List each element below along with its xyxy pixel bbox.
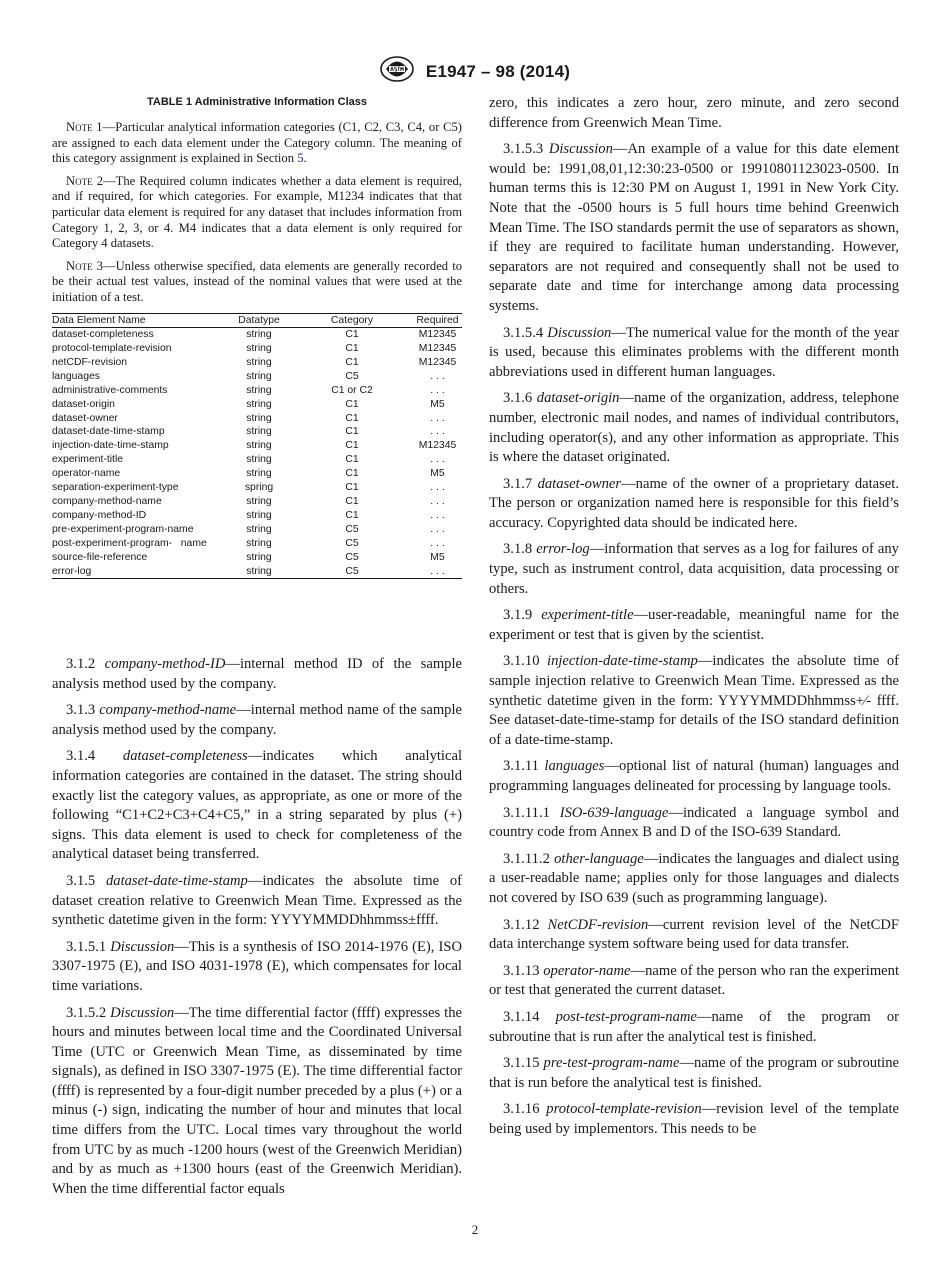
table-cell: . . . xyxy=(430,496,445,507)
table-row xyxy=(52,342,462,356)
table-row xyxy=(52,495,462,509)
defined-term: NetCDF-revision xyxy=(547,916,649,933)
table-cell: . . . xyxy=(430,384,445,396)
table-note xyxy=(52,259,462,306)
note-text-end: . xyxy=(303,151,307,166)
table-note xyxy=(52,120,462,167)
definition-paragraph xyxy=(489,850,899,909)
table-cell: . . . xyxy=(430,370,445,382)
table-cell: string xyxy=(246,454,272,466)
left-body-text xyxy=(52,655,462,1206)
table-cell: string xyxy=(246,384,272,396)
table-cell: C1 xyxy=(345,496,359,507)
table-cell: M5 xyxy=(430,468,445,480)
table-cell: protocol-template-revision xyxy=(52,343,172,355)
defined-term: languages xyxy=(544,758,605,775)
definition-paragraph xyxy=(52,701,462,740)
table-cell: C1 xyxy=(345,329,359,341)
defined-term: Discussion xyxy=(110,938,175,955)
table-cell: string xyxy=(246,329,272,341)
table-cell: . . . xyxy=(430,523,445,535)
table-cell: dataset-completeness xyxy=(52,329,154,341)
definition-paragraph xyxy=(52,747,462,865)
table-cell: error-log xyxy=(52,565,92,577)
page-header xyxy=(0,56,950,87)
definition-text: —name of the program or subroutine that is run after the analytical test is finished. xyxy=(489,1008,900,1045)
table-note xyxy=(52,174,462,252)
section-number: 3.1.9 xyxy=(503,607,533,624)
section-number: 3.1.11.1 xyxy=(503,804,550,821)
table-cell: . . . xyxy=(430,482,445,494)
table-cell: string xyxy=(246,551,272,563)
table-cell: string xyxy=(246,537,272,549)
defined-term: experiment-title xyxy=(541,607,634,624)
table-row xyxy=(52,467,462,481)
section-number: 3.1.5.2 xyxy=(66,1004,107,1021)
section-number: 3.1.5 xyxy=(66,872,96,889)
section-number: 3.1.6 xyxy=(503,390,533,407)
definition-paragraph xyxy=(489,475,899,534)
table-row xyxy=(52,328,462,342)
table-cell: . . . xyxy=(430,509,445,521)
definition-paragraph xyxy=(52,655,462,694)
defined-term: other-language xyxy=(554,850,644,867)
section-number: 3.1.7 xyxy=(503,475,533,492)
table-row xyxy=(52,356,462,370)
defined-term: pre-test-program-name xyxy=(543,1055,680,1072)
definition-text: —indicates the languages and dialect using a user-readable name; applies only for those languages and dialects not covered by ISO 639 (such as programming language). xyxy=(489,850,899,906)
section-number: 3.1.14 xyxy=(503,1008,540,1025)
definition-text: —name of the organization, address, telephone number, electronic mail nodes, and names of individual contributors, including operator(s), and any other information as appropriate. This is where the dataset originated. xyxy=(489,390,899,466)
table-cell: C5 xyxy=(345,551,359,563)
table-cell: . . . xyxy=(430,537,445,549)
note-label: Note 2 xyxy=(66,173,104,188)
table-cell: M12345 xyxy=(418,329,457,341)
defined-term: company-method-name xyxy=(99,702,237,719)
section-number: 3.1.13 xyxy=(503,962,540,979)
note-text: —Unless otherwise specified, data elements are generally recorded to be their actual test values, instead of the nominal values that were used at the initiation of a test. xyxy=(52,258,462,304)
defined-term: Discussion xyxy=(548,141,613,158)
definition-paragraph xyxy=(489,916,899,955)
note-text: —Particular analytical information categories (C1, C2, C3, C4, or C5) are assigned to each data element under the Category column. The meaning of this category assignment is explained in Section xyxy=(52,120,462,166)
defined-term: dataset-owner xyxy=(537,475,622,492)
definition-paragraph xyxy=(52,938,462,997)
table-notes xyxy=(52,120,462,306)
definition-text: —current revision level of the NetCDF data interchange system software being used for data transfer. xyxy=(489,916,899,953)
astm-logo-icon xyxy=(380,56,414,87)
table-cell: experiment-title xyxy=(52,454,124,466)
column-header: Datatype xyxy=(227,313,291,328)
section-number: 3.1.8 xyxy=(503,541,533,558)
table-cell: string xyxy=(246,370,272,382)
standard-designation: E1947 – 98 (2014) xyxy=(425,61,571,81)
table-cell: C5 xyxy=(345,537,359,549)
table-cell: string xyxy=(246,343,272,355)
table-row xyxy=(52,425,462,439)
defined-term: dataset-date-time-stamp xyxy=(105,872,248,889)
column-header: Category xyxy=(291,313,413,328)
definition-paragraph xyxy=(489,1008,899,1047)
definition-paragraph xyxy=(52,1004,462,1200)
defined-term: operator-name xyxy=(543,962,631,979)
definition-paragraph xyxy=(489,804,899,843)
definition-text: —internal method ID of the sample analysis method used by the company. xyxy=(52,656,463,692)
definition-paragraph xyxy=(489,1100,899,1139)
defined-term: ISO-639-language xyxy=(559,804,669,821)
table-cell: string xyxy=(246,440,272,452)
table-cell: string xyxy=(246,496,272,507)
table-cell: C1 or C2 xyxy=(331,384,373,396)
definition-text: —indicated a language symbol and country code from Annex B and D of the ISO-639 Standard. xyxy=(489,804,899,841)
definition-text: —indicates the absolute time of dataset creation relative to Greenwich Mean Time. Expressed as the synthetic datetime given in the form: YYYYMMDDhhmmss±ffff. xyxy=(52,872,462,929)
left-column xyxy=(52,94,462,579)
table-cell: operator-name xyxy=(52,468,121,480)
table-row xyxy=(52,481,462,495)
definition-paragraph xyxy=(489,140,899,316)
table-cell: administrative-comments xyxy=(52,384,168,396)
table-row xyxy=(52,384,462,398)
defined-term: dataset-completeness xyxy=(122,748,248,765)
table-cell: company-method-ID xyxy=(52,509,147,521)
definition-paragraph xyxy=(489,962,899,1001)
section-number: 3.1.15 xyxy=(503,1055,540,1072)
table-row xyxy=(52,537,462,551)
table-cell: pre-experiment-program-name xyxy=(52,523,194,535)
right-body-text xyxy=(489,140,899,1139)
table-cell: C1 xyxy=(345,509,359,521)
table-cell: injection-date-time-stamp xyxy=(52,440,169,452)
definition-text: —revision level of the template being used by implementors. This needs to be xyxy=(489,1101,899,1137)
definition-paragraph xyxy=(489,606,899,645)
table-cell: M5 xyxy=(430,551,445,563)
section-number: 3.1.5.4 xyxy=(503,324,544,341)
table-cell: post-experiment-program- name xyxy=(52,537,207,549)
table-row xyxy=(52,439,462,453)
table-cell: . . . xyxy=(430,426,445,438)
table-cell: C1 xyxy=(345,468,359,480)
table-cell: netCDF-revision xyxy=(52,356,128,368)
table-cell: string xyxy=(246,565,272,577)
definition-paragraph xyxy=(489,389,899,467)
section-number: 3.1.2 xyxy=(66,656,96,672)
defined-term: error-log xyxy=(536,541,590,558)
column-header: Data Element Name xyxy=(52,313,227,328)
definition-text: —The time differential factor (ffff) expresses the hours and minutes between local time and the Coordinated Universal Time (UTC or Greenwich Mean Time, as disseminated by time signals), as defined in ISO 3307-1975 (E). The time differential factor (ffff) is represented by a four-digit number preceded by a plus (+) or a minus (-) sign, indicating the number of hour and minutes that local time differs from the UTC. Local times vary throughout the world from UTC by as much -1200 hours (west of the Greenwich Meridian) and by as much as +1300 hours (east of the Greenwich Meridian). When the time differential factor equals xyxy=(52,1004,462,1197)
data-element-table xyxy=(52,313,462,580)
definition-text: —The numerical value for the month of the year is used, because this eliminates problems with the different month abbreviations used in different human languages. xyxy=(489,324,899,380)
table-cell: M12345 xyxy=(418,343,457,355)
table-cell: C1 xyxy=(345,454,359,466)
section-number: 3.1.10 xyxy=(503,653,540,670)
right-column xyxy=(489,94,899,1147)
table-cell: M5 xyxy=(430,398,445,410)
definition-paragraph xyxy=(489,757,899,796)
definition-paragraph xyxy=(52,872,462,931)
definition-paragraph xyxy=(489,1054,899,1093)
table-row xyxy=(52,565,462,579)
section-number: 3.1.16 xyxy=(503,1101,540,1118)
table-row xyxy=(52,523,462,537)
table-cell: dataset-origin xyxy=(52,398,115,410)
table-cell: C1 xyxy=(345,343,359,355)
definition-text: —This is a synthesis of ISO 2014-1976 (E), ISO 3307-1975 (E), and ISO 4031-1978 (E), which compensates for local time variations. xyxy=(52,938,462,994)
table-cell: string xyxy=(246,426,272,438)
table-cell: string xyxy=(246,509,272,521)
defined-term: protocol-template-revision xyxy=(546,1101,702,1118)
note-text: —The Required column indicates whether a data element is required, and if required, for which categories. For example, M1234 indicates that that particular data element is required for any dataset that includes information from Category 1, 2, 3, or 4. M4 indicates that a data element is only required for Category 4 datasets. xyxy=(52,173,462,251)
table-cell: C1 xyxy=(345,426,359,438)
definition-text: —indicates which analytical information categories are contained in the dataset. The string should exactly list the category values, as appropriate, as one or more of the following “C1+C2+C3+C4+C5,” in a string separated by plus (+) signs. This data element is used to check for completeness of the analytical dataset being transferred. xyxy=(52,748,462,863)
defined-term: company-method-ID xyxy=(104,656,226,672)
table-title: TABLE 1 Administrative Information Class xyxy=(146,96,368,108)
section-number: 3.1.5.3 xyxy=(503,141,544,158)
table-cell: company-method-name xyxy=(52,496,162,507)
continued-paragraph: zero, this indicates a zero hour, zero minute, and zero second difference from Greenwich Mean Time. xyxy=(489,95,899,131)
defined-term: Discussion xyxy=(547,324,612,341)
table-cell: C1 xyxy=(345,440,359,452)
section-number: 3.1.4 xyxy=(66,748,96,765)
definition-text: —name of the owner of a proprietary dataset. The person or organization named here is responsible for this field’s accuracy. Copyrighted data should be indicated here. xyxy=(489,475,899,531)
definition-paragraph xyxy=(489,652,899,750)
column-header: Required xyxy=(413,313,462,328)
note-label: Note 1 xyxy=(66,120,103,134)
table-cell: string xyxy=(246,398,272,410)
definition-text: —information that serves as a log for failures of any type, such as instrument control, data acquisition, data processing or others. xyxy=(489,541,899,597)
table-cell: M12345 xyxy=(418,440,457,452)
table-cell: string xyxy=(246,412,272,424)
table-cell: dataset-owner xyxy=(52,412,118,424)
table-cell: C1 xyxy=(345,398,359,410)
table-cell: string xyxy=(246,523,272,535)
table-cell: separation-experiment-type xyxy=(52,482,179,494)
table-cell: dataset-date-time-stamp xyxy=(52,426,165,438)
defined-term: dataset-origin xyxy=(536,390,620,407)
section-number: 3.1.11 xyxy=(503,758,539,775)
table-cell: C5 xyxy=(345,370,359,382)
table-cell: . . . xyxy=(430,412,445,424)
definition-text: —name of the person who ran the experiment or test that generated the current dataset. xyxy=(489,962,899,999)
table-cell: M12345 xyxy=(418,356,457,368)
section-number: 3.1.11.2 xyxy=(503,850,550,867)
table-cell: C5 xyxy=(345,523,359,535)
table-row xyxy=(52,412,462,426)
defined-term: injection-date-time-stamp xyxy=(547,653,698,670)
table-row xyxy=(52,370,462,384)
page-number: 2 xyxy=(471,1222,479,1237)
table-row xyxy=(52,453,462,467)
note-label: Note 3 xyxy=(66,258,103,273)
defined-term: Discussion xyxy=(110,1004,175,1021)
section-reference: 5 xyxy=(297,151,304,166)
table-cell: C1 xyxy=(345,482,359,494)
table-cell: spring xyxy=(244,482,274,494)
table-cell: . . . xyxy=(430,454,445,466)
table-cell: . . . xyxy=(430,565,445,577)
table-cell: string xyxy=(246,468,272,480)
table-row xyxy=(52,509,462,523)
table-cell: languages xyxy=(52,370,100,382)
table-header-row xyxy=(52,313,462,328)
section-number: 3.1.12 xyxy=(503,916,540,933)
definition-text: —user-readable, meaningful name for the experiment or test that is given by the scientist. xyxy=(489,607,899,643)
table-cell: string xyxy=(246,356,272,368)
table-row xyxy=(52,398,462,412)
definition-text: —internal method name of the sample analysis method used by the company. xyxy=(52,702,462,738)
definition-paragraph xyxy=(489,324,899,383)
table-row xyxy=(52,551,462,565)
table-cell: C1 xyxy=(345,356,359,368)
section-number: 3.1.3 xyxy=(66,702,96,719)
table-cell: source-file-reference xyxy=(52,551,148,563)
definition-text: —name of the program or subroutine that is run before the analytical test is finished. xyxy=(489,1055,899,1091)
definition-text: —optional list of natural (human) languages and programming languages delineated for processing by language tools. xyxy=(489,758,899,794)
table-cell: C1 xyxy=(345,412,359,424)
definition-text: —An example of a value for this date element would be: 1991,08,01,12:30:23-0500 or 19910801123023-0500. In human terms this is 12:30 PM on August 1, 1991 in New York City. Note that the -0500 hours is 5 full hours time behind Greenwich Mean Time. The ISO standards permit the use of separators as shown, if they are required to facilitate human understanding. However, separators are not required and consequently shall not be used to separate date and time for interchange among data processing systems. xyxy=(489,141,899,314)
defined-term: post-test-program-name xyxy=(555,1008,697,1025)
definition-paragraph xyxy=(489,540,899,599)
section-number: 3.1.5.1 xyxy=(66,938,107,955)
table-cell: C5 xyxy=(345,565,359,577)
definition-text: —indicates the absolute time of sample injection relative to Greenwich Mean Time. Expressed as the synthetic datetime given in the form: YYYYMMDDhhmmss+⁄- ffff. See dataset-date-time-stamp for details of the ISO standard definition of a date-time-stamp. xyxy=(489,653,899,748)
